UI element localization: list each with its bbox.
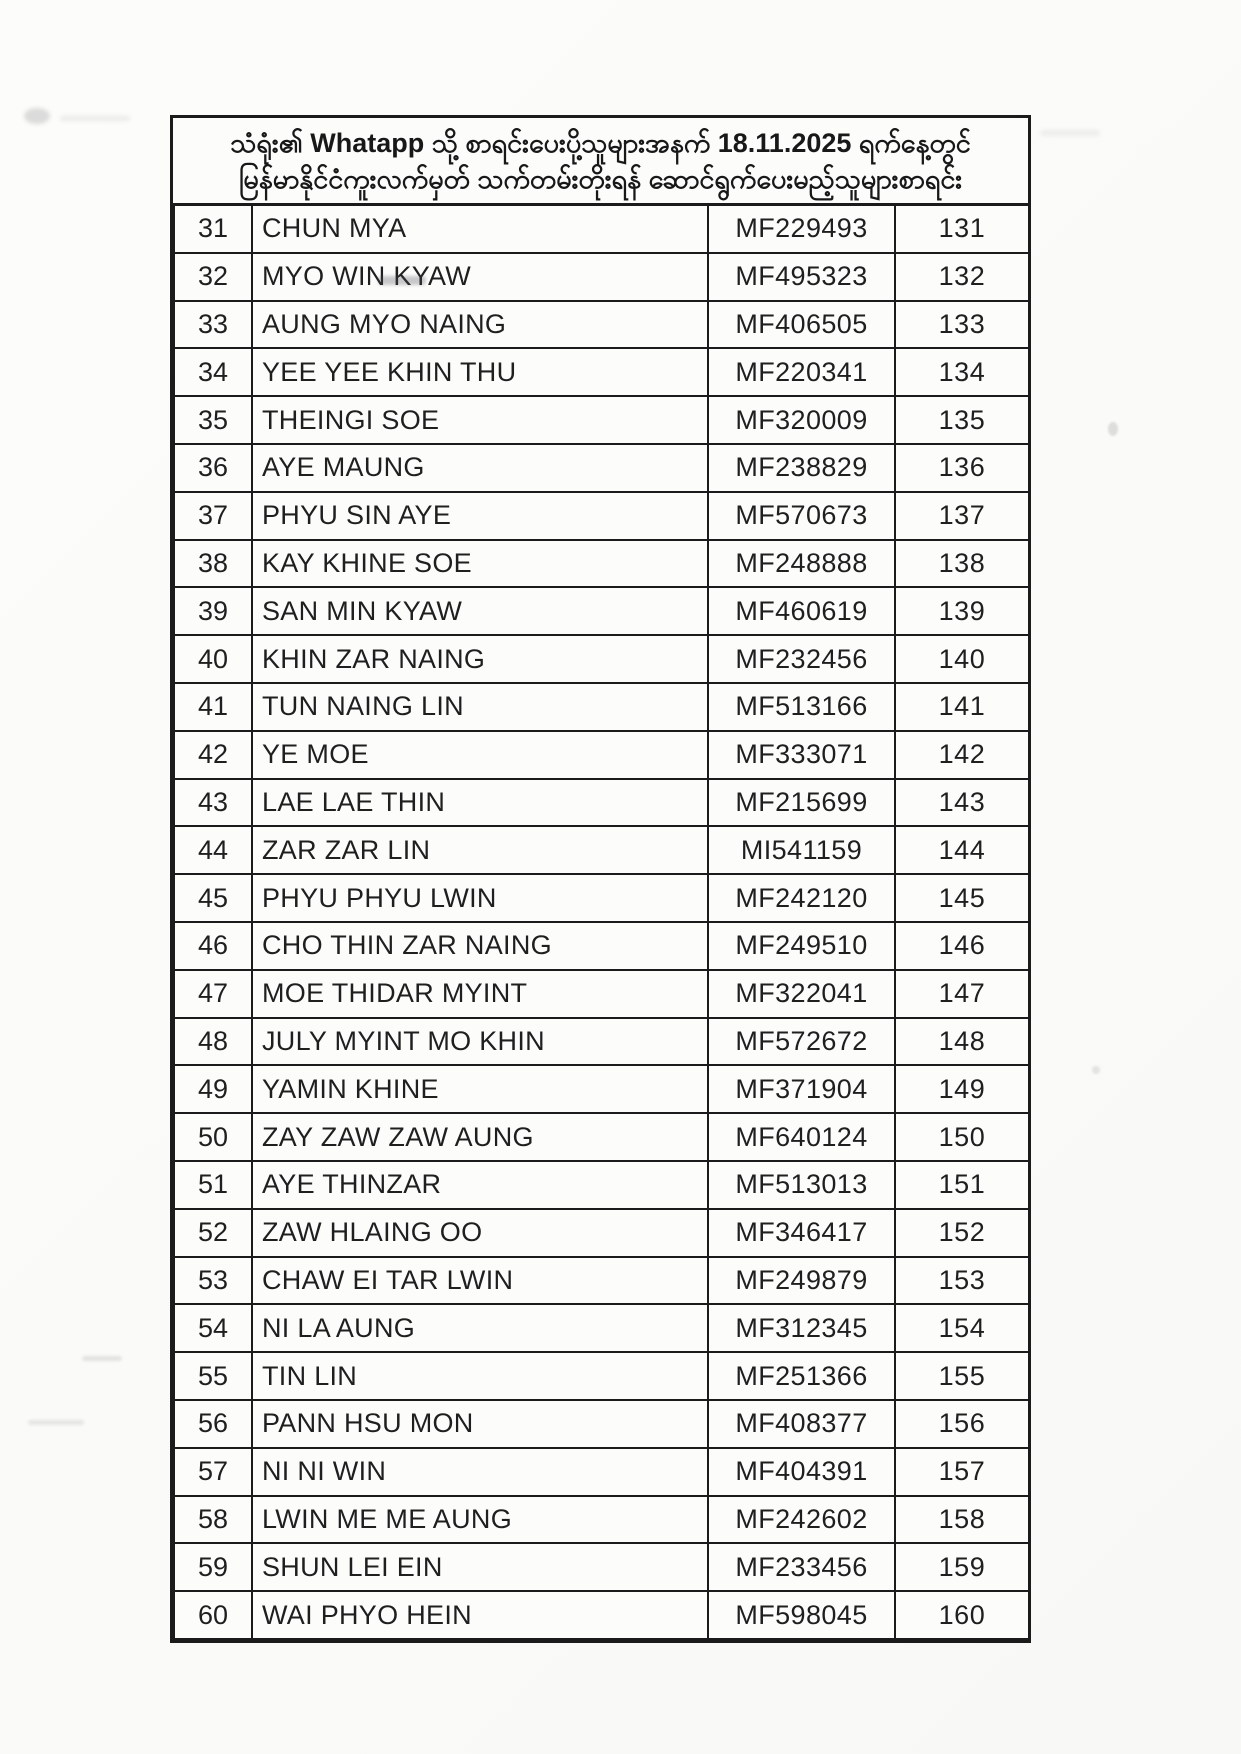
name-cell: LAE LAE THIN [252, 779, 708, 827]
table-row [174, 874, 1029, 922]
passport-no-cell: MF408377 [708, 1400, 895, 1448]
passport-no-cell: MF312345 [708, 1304, 895, 1352]
passport-no-cell: MF513166 [708, 683, 895, 731]
passport-no-cell: MF406505 [708, 301, 895, 349]
name-cell: WAI PHYO HEIN [252, 1591, 708, 1639]
passport-no-cell: MF598045 [708, 1591, 895, 1639]
title-line-2: မြန်မာနိုင်ငံကူးလက်မှတ် သက်တမ်းတိုးရန် ဆောင်ရွက်ပေးမည့်သူများစာရင်း [238, 164, 963, 195]
passport-no-cell: MF229493 [708, 205, 895, 253]
serial-no-cell: 149 [895, 1065, 1029, 1113]
passport-no-cell: MF215699 [708, 779, 895, 827]
serial-no-cell: 141 [895, 683, 1029, 731]
row-no-cell: 44 [174, 826, 252, 874]
serial-no-cell: 151 [895, 1161, 1029, 1209]
table-row [174, 540, 1029, 588]
row-no-cell: 53 [174, 1257, 252, 1305]
row-no-cell: 35 [174, 396, 252, 444]
table-row [174, 1257, 1029, 1305]
title-line-1: သံရုံး၏ Whatapp သို့ စာရင်းပေးပို့သူများအနက် 18.11.2025 ရက်နေ့တွင် [230, 127, 971, 158]
name-cell: SHUN LEI EIN [252, 1543, 708, 1591]
passport-no-cell: MF238829 [708, 444, 895, 492]
row-no-cell: 31 [174, 205, 252, 253]
table-row [174, 1304, 1029, 1352]
name-cell: CHO THIN ZAR NAING [252, 922, 708, 970]
name-cell: ZAR ZAR LIN [252, 826, 708, 874]
passport-no-cell: MF495323 [708, 253, 895, 301]
name-cell: LWIN ME ME AUNG [252, 1496, 708, 1544]
table-row [174, 205, 1029, 253]
passport-no-cell: MF320009 [708, 396, 895, 444]
row-no-cell: 52 [174, 1209, 252, 1257]
table-row [174, 348, 1029, 396]
table-row [174, 1065, 1029, 1113]
row-no-cell: 55 [174, 1352, 252, 1400]
name-cell: KAY KHINE SOE [252, 540, 708, 588]
scan-artifact [28, 1420, 84, 1425]
row-no-cell: 59 [174, 1543, 252, 1591]
table-body [174, 205, 1029, 1639]
serial-no-cell: 133 [895, 301, 1029, 349]
table-row [174, 779, 1029, 827]
name-cell: KHIN ZAR NAING [252, 635, 708, 683]
name-cell: AYE MAUNG [252, 444, 708, 492]
serial-no-cell: 136 [895, 444, 1029, 492]
passport-no-cell: MF251366 [708, 1352, 895, 1400]
row-no-cell: 40 [174, 635, 252, 683]
table-row [174, 731, 1029, 779]
serial-no-cell: 147 [895, 970, 1029, 1018]
scan-artifact [1092, 1066, 1100, 1074]
row-no-cell: 37 [174, 492, 252, 540]
name-cell: AUNG MYO NAING [252, 301, 708, 349]
passport-no-cell: MF248888 [708, 540, 895, 588]
serial-no-cell: 150 [895, 1113, 1029, 1161]
serial-no-cell: 153 [895, 1257, 1029, 1305]
row-no-cell: 38 [174, 540, 252, 588]
table-row [174, 826, 1029, 874]
serial-no-cell: 137 [895, 492, 1029, 540]
passport-no-cell: MF460619 [708, 587, 895, 635]
table-row [174, 1352, 1029, 1400]
row-no-cell: 58 [174, 1496, 252, 1544]
table-row [174, 253, 1029, 301]
row-no-cell: 33 [174, 301, 252, 349]
table-row [174, 492, 1029, 540]
table-row [174, 1543, 1029, 1591]
serial-no-cell: 139 [895, 587, 1029, 635]
serial-no-cell: 132 [895, 253, 1029, 301]
name-cell: PHYU PHYU LWIN [252, 874, 708, 922]
table-row [174, 1591, 1029, 1639]
passport-no-cell: MF572672 [708, 1018, 895, 1066]
passport-no-cell: MI541159 [708, 826, 895, 874]
name-cell: MYO WIN KYAW [252, 253, 708, 301]
table-row [174, 635, 1029, 683]
name-cell: NI LA AUNG [252, 1304, 708, 1352]
passport-no-cell: MF346417 [708, 1209, 895, 1257]
name-cell: CHUN MYA [252, 205, 708, 253]
scan-artifact [60, 116, 130, 121]
row-no-cell: 43 [174, 779, 252, 827]
serial-no-cell: 140 [895, 635, 1029, 683]
serial-no-cell: 152 [895, 1209, 1029, 1257]
passport-no-cell: MF233456 [708, 1543, 895, 1591]
table-row [174, 922, 1029, 970]
name-cell: TIN LIN [252, 1352, 708, 1400]
serial-no-cell: 135 [895, 396, 1029, 444]
table-row [174, 1400, 1029, 1448]
table-row [174, 683, 1029, 731]
row-no-cell: 39 [174, 587, 252, 635]
serial-no-cell: 138 [895, 540, 1029, 588]
row-no-cell: 45 [174, 874, 252, 922]
table-row [174, 587, 1029, 635]
name-cell: TUN NAING LIN [252, 683, 708, 731]
passport-no-cell: MF220341 [708, 348, 895, 396]
row-no-cell: 48 [174, 1018, 252, 1066]
table-row [174, 970, 1029, 1018]
serial-no-cell: 145 [895, 874, 1029, 922]
passport-no-cell: MF333071 [708, 731, 895, 779]
serial-no-cell: 143 [895, 779, 1029, 827]
row-no-cell: 60 [174, 1591, 252, 1639]
serial-no-cell: 155 [895, 1352, 1029, 1400]
table-row [174, 1113, 1029, 1161]
applicant-table [173, 204, 1030, 1640]
serial-no-cell: 159 [895, 1543, 1029, 1591]
serial-no-cell: 157 [895, 1448, 1029, 1496]
serial-no-cell: 134 [895, 348, 1029, 396]
table-row [174, 444, 1029, 492]
table-row [174, 1209, 1029, 1257]
name-cell: ZAY ZAW ZAW AUNG [252, 1113, 708, 1161]
row-no-cell: 32 [174, 253, 252, 301]
name-cell: PANN HSU MON [252, 1400, 708, 1448]
serial-no-cell: 160 [895, 1591, 1029, 1639]
table-row [174, 1161, 1029, 1209]
row-no-cell: 56 [174, 1400, 252, 1448]
name-cell: AYE THINZAR [252, 1161, 708, 1209]
name-cell: YAMIN KHINE [252, 1065, 708, 1113]
passport-no-cell: MF232456 [708, 635, 895, 683]
document-title [173, 118, 1028, 204]
passport-no-cell: MF242120 [708, 874, 895, 922]
table-row [174, 396, 1029, 444]
scan-artifact [1040, 130, 1100, 136]
row-no-cell: 46 [174, 922, 252, 970]
name-cell: MOE THIDAR MYINT [252, 970, 708, 1018]
serial-no-cell: 154 [895, 1304, 1029, 1352]
row-no-cell: 34 [174, 348, 252, 396]
serial-no-cell: 142 [895, 731, 1029, 779]
passport-no-cell: MF404391 [708, 1448, 895, 1496]
row-no-cell: 54 [174, 1304, 252, 1352]
name-cell: YE MOE [252, 731, 708, 779]
table-row [174, 1018, 1029, 1066]
serial-no-cell: 144 [895, 826, 1029, 874]
name-cell: SAN MIN KYAW [252, 587, 708, 635]
name-cell: YEE YEE KHIN THU [252, 348, 708, 396]
name-cell: THEINGI SOE [252, 396, 708, 444]
serial-no-cell: 131 [895, 205, 1029, 253]
passport-no-cell: MF249510 [708, 922, 895, 970]
serial-no-cell: 156 [895, 1400, 1029, 1448]
passport-no-cell: MF242602 [708, 1496, 895, 1544]
row-no-cell: 41 [174, 683, 252, 731]
passport-no-cell: MF249879 [708, 1257, 895, 1305]
table-row [174, 1496, 1029, 1544]
row-no-cell: 50 [174, 1113, 252, 1161]
scan-artifact [1108, 422, 1118, 436]
name-cell: NI NI WIN [252, 1448, 708, 1496]
row-no-cell: 51 [174, 1161, 252, 1209]
passport-no-cell: MF513013 [708, 1161, 895, 1209]
table-row [174, 301, 1029, 349]
name-cell: PHYU SIN AYE [252, 492, 708, 540]
row-no-cell: 47 [174, 970, 252, 1018]
name-cell: ZAW HLAING OO [252, 1209, 708, 1257]
row-no-cell: 42 [174, 731, 252, 779]
name-cell: JULY MYINT MO KHIN [252, 1018, 708, 1066]
table-row [174, 1448, 1029, 1496]
row-no-cell: 36 [174, 444, 252, 492]
name-cell: CHAW EI TAR LWIN [252, 1257, 708, 1305]
passport-renewal-list [170, 115, 1031, 1643]
passport-no-cell: MF322041 [708, 970, 895, 1018]
scan-artifact [82, 1356, 122, 1361]
scan-artifact [24, 108, 50, 124]
passport-no-cell: MF640124 [708, 1113, 895, 1161]
passport-no-cell: MF570673 [708, 492, 895, 540]
serial-no-cell: 148 [895, 1018, 1029, 1066]
serial-no-cell: 158 [895, 1496, 1029, 1544]
serial-no-cell: 146 [895, 922, 1029, 970]
passport-no-cell: MF371904 [708, 1065, 895, 1113]
row-no-cell: 49 [174, 1065, 252, 1113]
row-no-cell: 57 [174, 1448, 252, 1496]
